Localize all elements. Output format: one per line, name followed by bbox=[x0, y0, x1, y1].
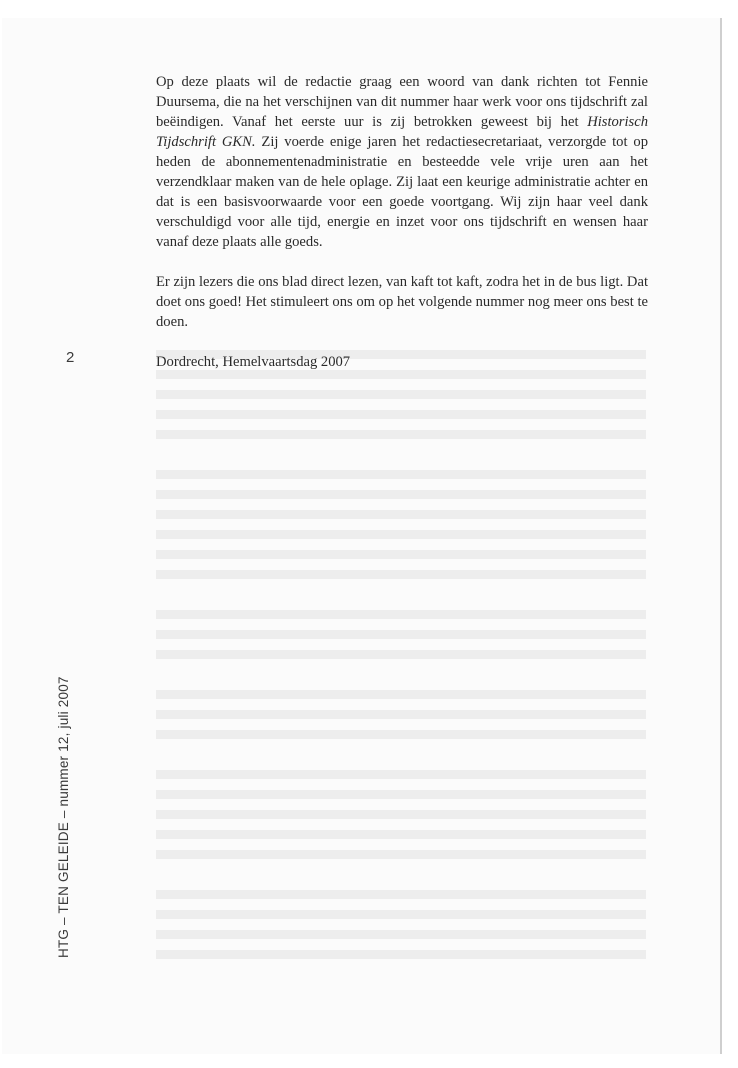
paragraph-thanks-text-1: Op deze plaats wil de redactie graag een woord van dank richten tot Fennie Duursema, die na het verschijnen van dit nummer haar werk voor ons tijdschrift zal beëindigen. Vanaf het eerste uur is zij betrokken geweest bij het bbox=[156, 74, 648, 130]
signoff: Dordrecht, Hemelvaartsdag 2007 bbox=[156, 354, 351, 370]
running-footer: HTG – TEN GELEIDE – nummer 12, juli 2007 bbox=[56, 676, 71, 958]
journal-title: Historisch Tijdschrift GKN. bbox=[156, 114, 648, 150]
paragraph-readers: Er zijn lezers die ons blad direct lezen, van kaft tot kaft, zodra het in de bus ligt. Dat doet ons goed! Het stimuleert ons om op het volgende nummer nog meer ons best te doen. bbox=[156, 274, 648, 330]
page-edge bbox=[720, 18, 722, 1054]
page-number: 2 bbox=[66, 349, 75, 366]
paragraph-thanks-text-2: Zij voerde enige jaren het redactiesecretariaat, verzorgde tot op heden de abonnementenadministratie en besteedde vele vrije uren aan het verzendklaar maken van de hele oplage. Zij laat een keurige administratie achter en dat is een basisvoorwaarde voor een goede voortgang. Wij zijn haar veel dank verschuldigd voor alle tijd, energie en inzet voor ons tijdschrift en wensen haar vanaf deze plaats alle goeds. bbox=[156, 134, 648, 250]
main-text bbox=[156, 72, 648, 372]
paragraph-thanks bbox=[156, 72, 648, 252]
